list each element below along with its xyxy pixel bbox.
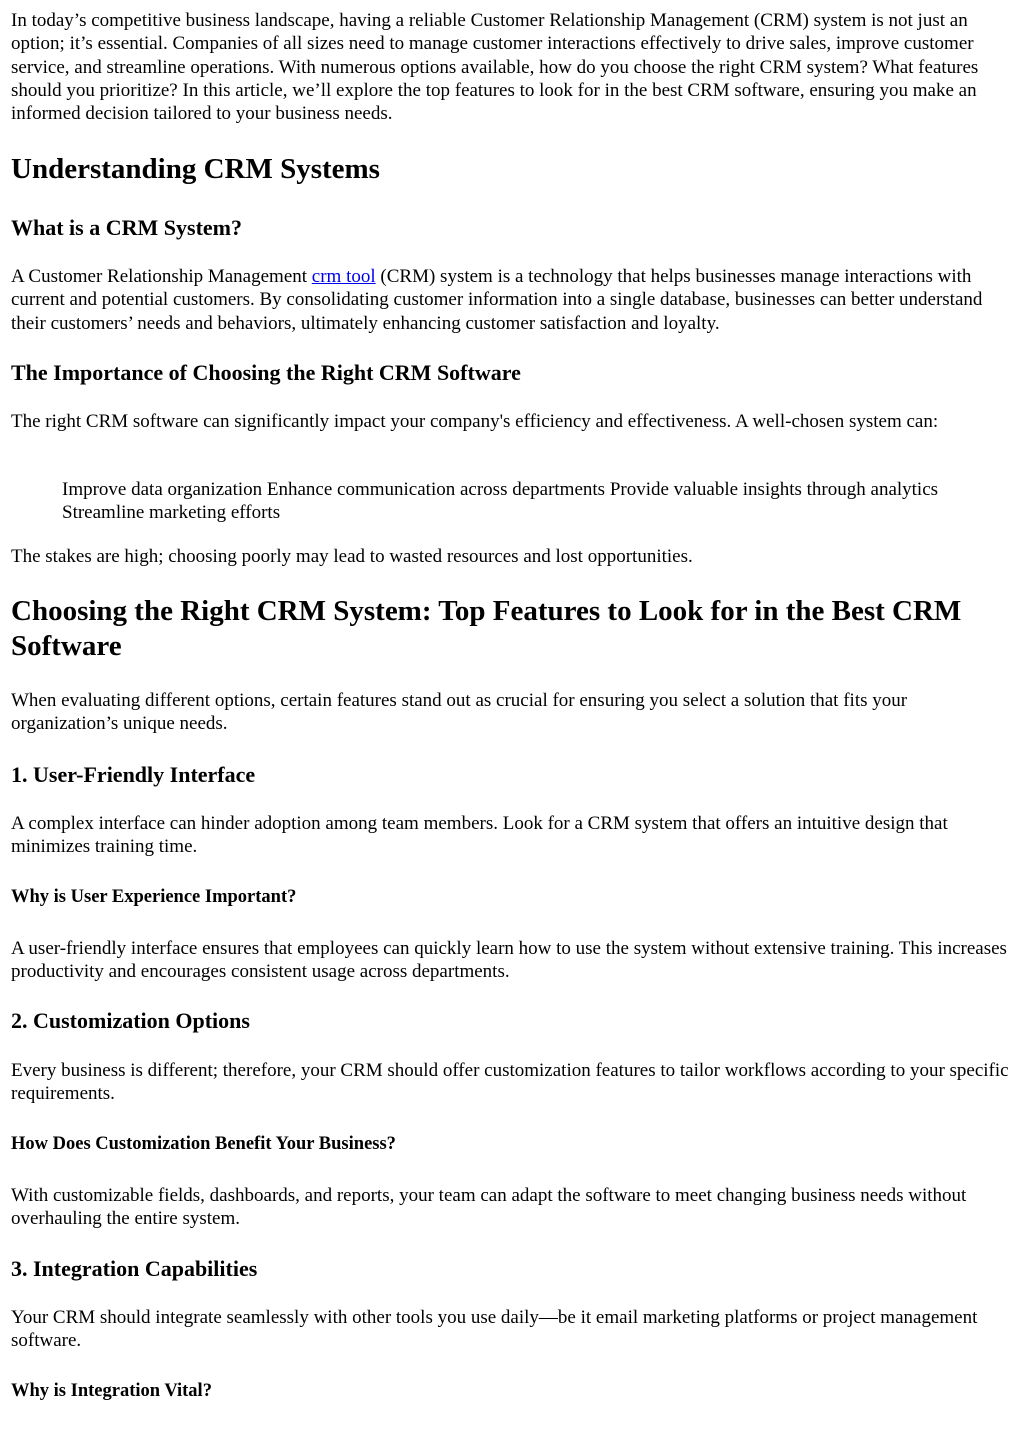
feature-heading-customization: 2. Customization Options <box>11 1008 250 1033</box>
crm-tool-link[interactable]: crm tool <box>311 266 376 287</box>
choosing-intro-paragraph: When evaluating different options, certain features stand out as crucial for ensuring you select a solution that fits your organization’s unique needs. <box>11 690 908 735</box>
subheading-what-is-crm: What is a CRM System? <box>11 215 242 240</box>
feature-paragraph-integration: Your CRM should integrate seamlessly with other tools you use daily—be it email marketing platforms or project management software. <box>11 1307 978 1352</box>
what-is-crm-paragraph <box>11 265 1014 335</box>
section-heading-understanding: Understanding CRM Systems <box>11 153 380 185</box>
customization-benefit-paragraph: With customizable fields, dashboards, and reports, your team can adapt the software to meet changing business needs without overhauling the entire system. <box>11 1185 967 1230</box>
section-heading-choosing: Choosing the Right CRM System: Top Features to Look for in the Best CRM Software <box>11 595 962 662</box>
intro-paragraph: In today’s competitive business landscape, having a reliable Customer Relationship Management (CRM) system is not just an option; it’s essential. Companies of all sizes need to manage customer interactions effectively to drive sales, improve customer service, and streamline operations. With numerous options available, how do you choose the right CRM system? What features should you prioritize? In this article, we’ll explore the top features to look for in the best CRM software, ensuring you make an informed decision tailored to your business needs. <box>11 10 979 125</box>
importance-paragraph: The right CRM software can significantly impact your company's efficiency and effectiveness. A well-chosen system can: <box>11 411 939 432</box>
subheading-customization-benefit: How Does Customization Benefit Your Business? <box>11 1134 396 1154</box>
feature-paragraph-customization: Every business is different; therefore, your CRM should offer customization features to tailor workflows according to your specific requirements. <box>11 1060 1009 1105</box>
subheading-integration-vital: Why is Integration Vital? <box>11 1381 212 1401</box>
feature-heading-user-friendly: 1. User-Friendly Interface <box>11 762 256 787</box>
stakes-paragraph: The stakes are high; choosing poorly may lead to wasted resources and lost opportunities. <box>11 546 693 567</box>
subheading-user-experience: Why is User Experience Important? <box>11 887 297 907</box>
feature-paragraph-user-friendly: A complex interface can hinder adoption among team members. Look for a CRM system that offers an intuitive design that minimizes training time. <box>11 813 948 858</box>
what-is-text-after: (CRM) system is a technology that helps businesses manage interactions with current and potential customers. By consolidating customer information into a single database, businesses can better understand their customers’ needs and behaviors, ultimately enhancing customer satisfaction and loyalty. <box>11 266 983 334</box>
user-experience-paragraph: A user-friendly interface ensures that employees can quickly learn how to use the system without extensive training. This increases productivity and encourages consistent usage across departments. <box>11 938 1007 983</box>
subheading-importance: The Importance of Choosing the Right CRM Software <box>11 360 521 385</box>
what-is-text-before: A Customer Relationship Management <box>11 266 312 287</box>
importance-list: Improve data organization Enhance communication across departments Provide valuable insights through analytics Streamline marketing efforts <box>62 479 939 524</box>
feature-heading-integration: 3. Integration Capabilities <box>11 1256 258 1281</box>
